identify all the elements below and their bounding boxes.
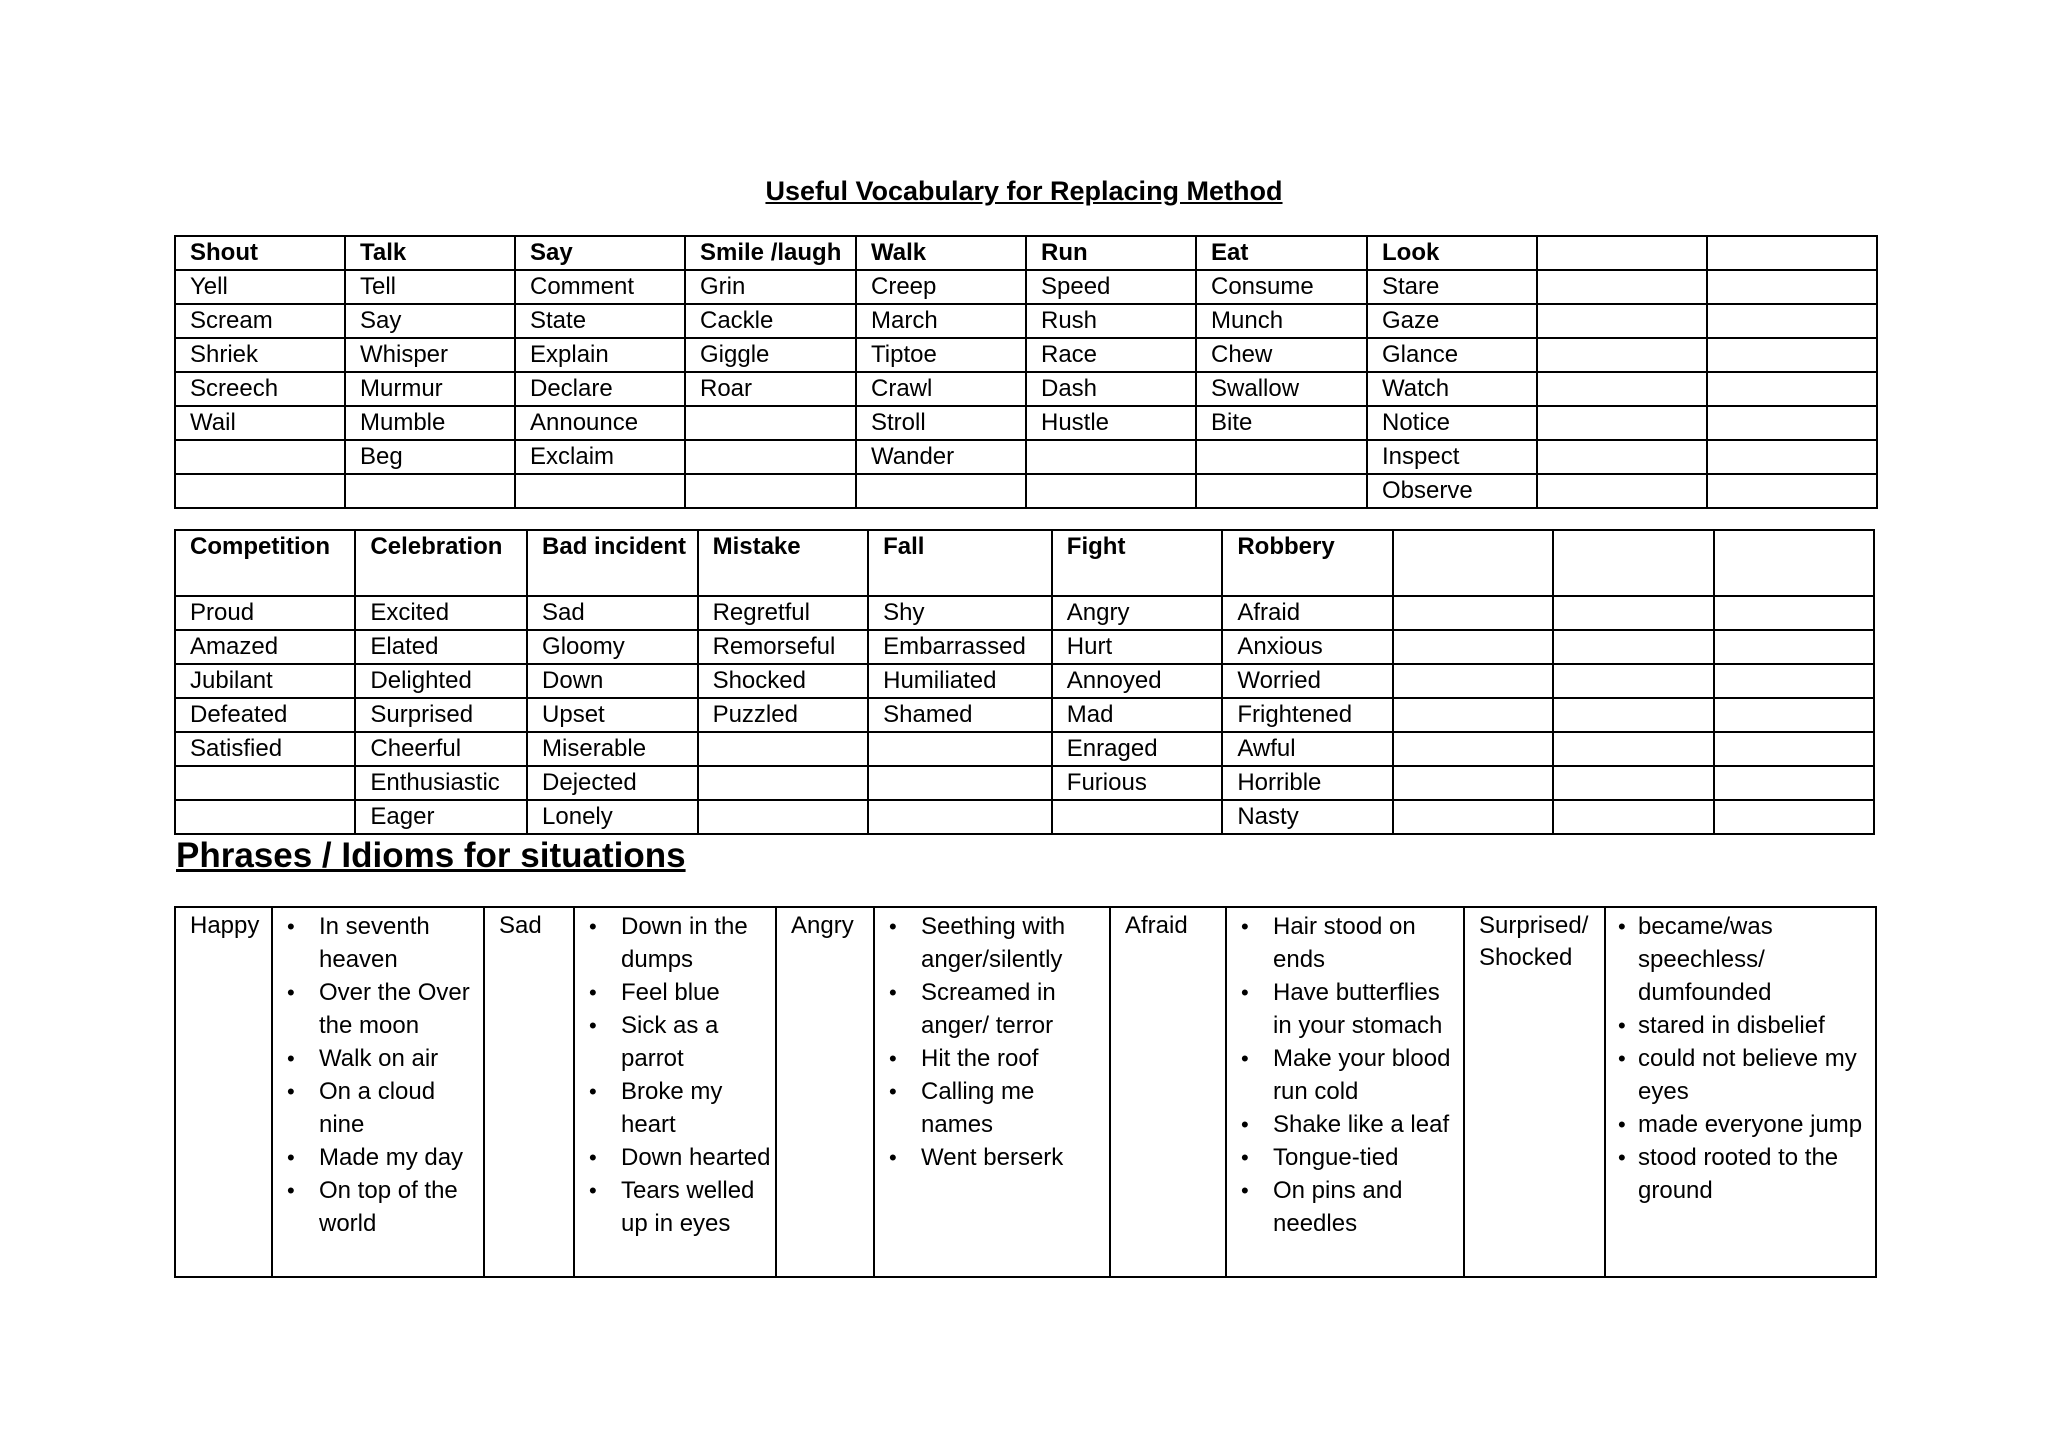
- list-item: • Down hearted: [583, 1141, 775, 1174]
- words-cell: Stroll: [856, 406, 1026, 440]
- words-cell: Bite: [1196, 406, 1367, 440]
- words-cell: Announce: [515, 406, 685, 440]
- words-cell: Explain: [515, 338, 685, 372]
- words-cell: Creep: [856, 270, 1026, 304]
- words-header-cell: Shout: [175, 236, 345, 270]
- words-cell: Dash: [1026, 372, 1196, 406]
- feelings-cell: Down: [527, 664, 698, 698]
- list-item: • Shake like a leaf: [1235, 1108, 1463, 1141]
- words-cell: Roar: [685, 372, 856, 406]
- words-cell: [1707, 440, 1877, 474]
- feelings-cell: [698, 732, 869, 766]
- feelings-cell: [1714, 698, 1874, 732]
- feelings-cell: [698, 766, 869, 800]
- words-cell: [1537, 474, 1707, 508]
- idiom-list: [281, 910, 483, 1240]
- feelings-cell: Sad: [527, 596, 698, 630]
- list-item: • On pins and needles: [1235, 1174, 1463, 1240]
- feelings-cell: [1714, 732, 1874, 766]
- words-cell: [515, 474, 685, 508]
- words-cell: Giggle: [685, 338, 856, 372]
- feelings-cell: [868, 800, 1052, 834]
- list-item: • Walk on air: [281, 1042, 483, 1075]
- list-item: • On a cloud nine: [281, 1075, 483, 1141]
- words-cell: [1537, 304, 1707, 338]
- feelings-header-row: [175, 530, 1874, 596]
- table-row: [175, 596, 1874, 630]
- list-item: • Went berserk: [883, 1141, 1109, 1174]
- words-header-row: [175, 236, 1877, 270]
- feelings-cell: [1714, 766, 1874, 800]
- list-item: • Tongue-tied: [1235, 1141, 1463, 1174]
- feelings-header-cell: Robbery: [1222, 530, 1393, 596]
- words-cell: [1707, 270, 1877, 304]
- words-cell: Observe: [1367, 474, 1537, 508]
- list-item: • Hit the roof: [883, 1042, 1109, 1075]
- feelings-cell: [868, 732, 1052, 766]
- feelings-cell: [1393, 664, 1553, 698]
- feelings-cell: Eager: [355, 800, 527, 834]
- words-cell: [1707, 474, 1877, 508]
- situation-label: Sad: [484, 907, 574, 1277]
- feelings-cell: Enraged: [1052, 732, 1223, 766]
- words-cell: [685, 406, 856, 440]
- feelings-cell: Delighted: [355, 664, 527, 698]
- words-cell: Comment: [515, 270, 685, 304]
- feelings-cell: [1393, 766, 1553, 800]
- words-cell: Yell: [175, 270, 345, 304]
- feelings-cell: Frightened: [1222, 698, 1393, 732]
- feelings-cell: Hurt: [1052, 630, 1223, 664]
- words-cell: Crawl: [856, 372, 1026, 406]
- idiom-list-cell: [272, 907, 484, 1277]
- feelings-cell: [1553, 630, 1715, 664]
- words-cell: Stare: [1367, 270, 1537, 304]
- words-cell: Tiptoe: [856, 338, 1026, 372]
- list-item: • Seething with anger/silently: [883, 910, 1109, 976]
- situation-label: Afraid: [1110, 907, 1226, 1277]
- words-header-cell: Eat: [1196, 236, 1367, 270]
- feelings-cell: Awful: [1222, 732, 1393, 766]
- feelings-cell: Shocked: [698, 664, 869, 698]
- feelings-cell: Gloomy: [527, 630, 698, 664]
- feelings-cell: Surprised: [355, 698, 527, 732]
- feelings-cell: Excited: [355, 596, 527, 630]
- situation-label: Happy: [175, 907, 272, 1277]
- feelings-cell: Embarrassed: [868, 630, 1052, 664]
- words-header-cell: Look: [1367, 236, 1537, 270]
- list-item: • On top of the world: [281, 1174, 483, 1240]
- feelings-cell: [1553, 800, 1715, 834]
- table-row: [175, 698, 1874, 732]
- words-header-cell: Run: [1026, 236, 1196, 270]
- list-item: • became/was speechless/ dumfounded: [1614, 910, 1875, 1009]
- words-cell: [685, 440, 856, 474]
- table-row: [175, 800, 1874, 834]
- words-cell: Watch: [1367, 372, 1537, 406]
- words-cell: Grin: [685, 270, 856, 304]
- words-cell: [1707, 304, 1877, 338]
- words-header-cell: Smile /laugh: [685, 236, 856, 270]
- table-row: [175, 664, 1874, 698]
- feelings-header-cell: [1393, 530, 1553, 596]
- words-cell: Consume: [1196, 270, 1367, 304]
- list-item: • Have butterflies in your stomach: [1235, 976, 1463, 1042]
- feelings-cell: Puzzled: [698, 698, 869, 732]
- table-row: [175, 440, 1877, 474]
- list-item: • In seventh heaven: [281, 910, 483, 976]
- feelings-cell: [1393, 698, 1553, 732]
- words-cell: Chew: [1196, 338, 1367, 372]
- phrases-heading: Phrases / Idioms for situations: [176, 836, 686, 875]
- table-row: [175, 270, 1877, 304]
- feelings-cell: Miserable: [527, 732, 698, 766]
- feelings-cell: Enthusiastic: [355, 766, 527, 800]
- words-cell: [1537, 338, 1707, 372]
- words-cell: March: [856, 304, 1026, 338]
- words-cell: Wander: [856, 440, 1026, 474]
- situation-label: Angry: [776, 907, 874, 1277]
- list-item: • Made my day: [281, 1141, 483, 1174]
- feelings-cell: Lonely: [527, 800, 698, 834]
- feelings-cell: [868, 766, 1052, 800]
- idiom-list-cell: [1226, 907, 1464, 1277]
- list-item: • Sick as a parrot: [583, 1009, 775, 1075]
- feelings-cell: [1714, 596, 1874, 630]
- feelings-cell: Cheerful: [355, 732, 527, 766]
- words-cell: Inspect: [1367, 440, 1537, 474]
- feelings-cell: [1714, 800, 1874, 834]
- situation-label: Surprised/ Shocked: [1464, 907, 1605, 1277]
- idiom-list: [1614, 910, 1875, 1207]
- feelings-cell: [1714, 630, 1874, 664]
- feelings-cell: [1393, 732, 1553, 766]
- feelings-cell: Mad: [1052, 698, 1223, 732]
- feelings-cell: Angry: [1052, 596, 1223, 630]
- feelings-header-cell: [1714, 530, 1874, 596]
- words-cell: [1026, 440, 1196, 474]
- document-title: Useful Vocabulary for Replacing Method: [765, 176, 1283, 206]
- feelings-cell: Remorseful: [698, 630, 869, 664]
- list-item: • Broke my heart: [583, 1075, 775, 1141]
- words-cell: State: [515, 304, 685, 338]
- feelings-cell: [1553, 664, 1715, 698]
- feelings-cell: Elated: [355, 630, 527, 664]
- feelings-cell: Upset: [527, 698, 698, 732]
- feelings-cell: [1393, 800, 1553, 834]
- feelings-header-cell: Mistake: [698, 530, 869, 596]
- phrases-row: [175, 907, 1876, 1277]
- list-item: • Make your blood run cold: [1235, 1042, 1463, 1108]
- words-cell: Rush: [1026, 304, 1196, 338]
- feelings-cell: Humiliated: [868, 664, 1052, 698]
- words-cell: Mumble: [345, 406, 515, 440]
- table-row: [175, 630, 1874, 664]
- words-cell: Declare: [515, 372, 685, 406]
- feelings-header-cell: Bad incident: [527, 530, 698, 596]
- list-item: • Over the Over the moon: [281, 976, 483, 1042]
- words-cell: Screech: [175, 372, 345, 406]
- words-cell: [345, 474, 515, 508]
- feelings-cell: Annoyed: [1052, 664, 1223, 698]
- idiom-list: [1235, 910, 1463, 1240]
- feelings-header-cell: Competition: [175, 530, 355, 596]
- feelings-cell: Worried: [1222, 664, 1393, 698]
- phrases-idioms-table: [174, 906, 1877, 1278]
- words-cell: Race: [1026, 338, 1196, 372]
- list-item: • Down in the dumps: [583, 910, 775, 976]
- words-cell: Murmur: [345, 372, 515, 406]
- feelings-cell: Satisfied: [175, 732, 355, 766]
- feelings-cell: [1393, 630, 1553, 664]
- list-item: • could not believe my eyes: [1614, 1042, 1875, 1108]
- feelings-header-cell: Celebration: [355, 530, 527, 596]
- table-row: [175, 474, 1877, 508]
- feelings-cell: [1553, 596, 1715, 630]
- table-row: [175, 372, 1877, 406]
- idiom-list-cell: [1605, 907, 1876, 1277]
- feelings-cell: [1714, 664, 1874, 698]
- words-header-cell: Say: [515, 236, 685, 270]
- words-cell: [1537, 270, 1707, 304]
- idiom-list-cell: [874, 907, 1110, 1277]
- words-header-cell: [1707, 236, 1877, 270]
- feelings-cell: Afraid: [1222, 596, 1393, 630]
- words-cell: Notice: [1367, 406, 1537, 440]
- words-header-cell: Walk: [856, 236, 1026, 270]
- words-cell: [1537, 406, 1707, 440]
- list-item: • Calling me names: [883, 1075, 1109, 1141]
- feelings-cell: Jubilant: [175, 664, 355, 698]
- feelings-cell: [1052, 800, 1223, 834]
- list-item: • Hair stood on ends: [1235, 910, 1463, 976]
- words-cell: [856, 474, 1026, 508]
- words-cell: [1196, 440, 1367, 474]
- table-row: [175, 732, 1874, 766]
- words-cell: [1537, 440, 1707, 474]
- words-cell: Munch: [1196, 304, 1367, 338]
- list-item: • stood rooted to the ground: [1614, 1141, 1875, 1207]
- feelings-cell: Horrible: [1222, 766, 1393, 800]
- feelings-cell: Shamed: [868, 698, 1052, 732]
- feelings-cell: [698, 800, 869, 834]
- words-cell: [1537, 372, 1707, 406]
- idiom-list: [583, 910, 775, 1240]
- feelings-cell: Anxious: [1222, 630, 1393, 664]
- feelings-cell: Amazed: [175, 630, 355, 664]
- feelings-cell: [1553, 698, 1715, 732]
- words-cell: [685, 474, 856, 508]
- words-cell: Hustle: [1026, 406, 1196, 440]
- feelings-cell: Proud: [175, 596, 355, 630]
- words-cell: [1707, 406, 1877, 440]
- words-cell: [1707, 338, 1877, 372]
- words-cell: [1026, 474, 1196, 508]
- table-row: [175, 766, 1874, 800]
- words-header-cell: [1537, 236, 1707, 270]
- feelings-header-cell: [1553, 530, 1715, 596]
- list-item: • Screamed in anger/ terror: [883, 976, 1109, 1042]
- feelings-cell: [1553, 766, 1715, 800]
- words-cell: Wail: [175, 406, 345, 440]
- idiom-list-cell: [574, 907, 776, 1277]
- feelings-cell: Defeated: [175, 698, 355, 732]
- words-cell: Glance: [1367, 338, 1537, 372]
- feelings-cell: [175, 766, 355, 800]
- feelings-cell: Shy: [868, 596, 1052, 630]
- table-row: [175, 304, 1877, 338]
- feelings-cell: Furious: [1052, 766, 1223, 800]
- words-cell: Tell: [345, 270, 515, 304]
- vocabulary-words-table: [174, 235, 1878, 509]
- feelings-cell: Dejected: [527, 766, 698, 800]
- feelings-cell: [175, 800, 355, 834]
- table-row: [175, 406, 1877, 440]
- words-cell: Shriek: [175, 338, 345, 372]
- feelings-cell: [1393, 596, 1553, 630]
- words-cell: Cackle: [685, 304, 856, 338]
- words-cell: Exclaim: [515, 440, 685, 474]
- list-item: • Tears welled up in eyes: [583, 1174, 775, 1240]
- feelings-cell: Nasty: [1222, 800, 1393, 834]
- feelings-header-cell: Fight: [1052, 530, 1223, 596]
- words-cell: Beg: [345, 440, 515, 474]
- words-cell: [1196, 474, 1367, 508]
- words-header-cell: Talk: [345, 236, 515, 270]
- words-cell: Whisper: [345, 338, 515, 372]
- words-cell: Gaze: [1367, 304, 1537, 338]
- words-cell: Speed: [1026, 270, 1196, 304]
- words-cell: Scream: [175, 304, 345, 338]
- feelings-cell: [1553, 732, 1715, 766]
- feelings-cell: Regretful: [698, 596, 869, 630]
- words-cell: [175, 474, 345, 508]
- vocabulary-feelings-table: [174, 529, 1875, 835]
- words-cell: [1707, 372, 1877, 406]
- idiom-list: [883, 910, 1109, 1174]
- words-cell: [175, 440, 345, 474]
- feelings-header-cell: Fall: [868, 530, 1052, 596]
- words-cell: Swallow: [1196, 372, 1367, 406]
- list-item: • made everyone jump: [1614, 1108, 1875, 1141]
- list-item: • Feel blue: [583, 976, 775, 1009]
- words-cell: Say: [345, 304, 515, 338]
- list-item: • stared in disbelief: [1614, 1009, 1875, 1042]
- table-row: [175, 338, 1877, 372]
